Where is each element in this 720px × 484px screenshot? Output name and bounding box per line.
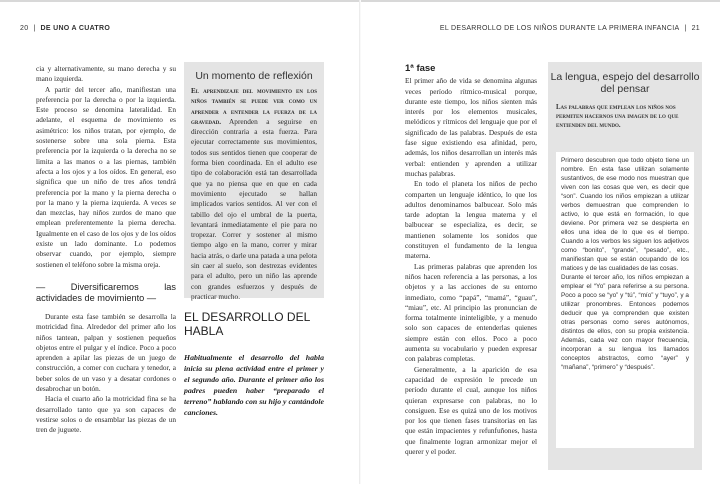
sidebar-body [184, 86, 324, 302]
left-running-title: DE UNO A CUATRO [40, 25, 111, 32]
sidebar-title: Un momento de reflexión [195, 70, 313, 82]
sidebar-text: Aprenden a seguirse en dirección contraria a esta fuerza. Para ejecutar correctamente sus movimientos, todos sus sentidos tienen que cooperar de forma bien coordinada. En el adulto ese tipo de colaboración está tan desarrollada que ya no piensa que en que en cada movimiento ejecutado se hallan implicados varios sentidos. Al ver con el tabillo del ojo el umbral de la puerta, levantará inmediatamente el pie para no tropezar. Correr y sostener al mismo tiempo algo en la mano, correr y mirar hacia atrás, o darle una patada a una pelota sin caer al suelo, son destrezas evidentes para el adulto, pero un niño las aprende con grandes esfuerzos y después de practicar mucho. [191, 116, 318, 301]
left-page-number: 20 [20, 25, 29, 32]
sidebar-lead: Las palabras que emplean los niños nos permiten hacernos una imagen de lo que entienden del mundo. [556, 104, 679, 129]
right-running-title: EL DESARROLLO DE LOS NIÑOS DURANTE LA PRIMERA INFANCIA [439, 25, 680, 32]
paragraph: Generalmente, a la aparición de esa capacidad de expresión le precede un período durante el cual, aunque los niños quieran expresarse con palabras, no lo consiguen. Ese es quizá uno de los motivos por los que tienen fases transitorias en las que están impacientes y refunfuñones, hasta que finalmente logran armonizar mejor el querer y el poder. [405, 364, 537, 456]
left-running-header [20, 25, 110, 32]
paragraph: A partir del tercer año, manifiestan una preferencia por la derecha o por la izquierda. Este proceso se denomina lateralidad. En adelante, el esquema de movimiento es asimétrico: los niños tratan, por ejemplo, de sostenerse sobre una sola pierna. Esta preferencia por la izquierda o la derecha no se limita a las manos o a las piernas, también afecta a los ojos y a los oídos. En general, eso significa que un niño de tres años tendrá preferencia por la mano y la pierna derecha o por la mano y la pierna izquierda. A veces se dan mezclas, hay niños zurdos de mano que emplean preferentemente la pierna derecha. Igualmente en el caso de los ojos y de los oídos existe un lado dominante. Lo podemos observar cuando, por ejemplo, siempre sostienen el teléfono sobre la misma oreja. [36, 84, 176, 269]
left-page-column-1 [36, 64, 176, 436]
book-gutter [359, 0, 361, 484]
sidebar-lead: El aprendizaje del movimiento en los niños también se puede ver como un aprender a entender la fuerza de la gravedad. [191, 87, 317, 126]
header-separator: | [33, 25, 36, 32]
right-running-header [440, 25, 700, 32]
paragraph: cia y alternativamente, su mano derecha y su mano izquierda. [36, 64, 176, 84]
phase-heading: 1ª fase [405, 63, 436, 74]
speech-section [184, 310, 324, 418]
section-title: EL DESARROLLO DEL HABLA [184, 310, 310, 338]
language-sidebar [548, 62, 702, 470]
right-page-column-1 [405, 64, 537, 457]
paragraph: Primero descubren que todo objeto tiene un nombre. En esta fase utilizan solamente sustantivos, de ese modo nos muestran que viven con las cosas que ven, es decir que “son”. Cuando los niños empiezan a utilizar verbos demuestran que comprenden lo activo, lo que está en formación, lo que deviene. Por primera vez se despierta en ellos una idea de lo que es el tiempo. Cuando a los verbos les siguen los adjetivos como “bonito”, “grande”, “pesado”, etc., manifiestan que se están ocupando de los matices y de las cualidades de las cosas. [561, 157, 689, 272]
paragraph: Durante esta fase también se desarrolla la motricidad fina. Alrededor del primer año los niños tantean, palpan y sostienen pequeños objetos entre el pulgar y el índice. Poco a poco aprenden a apilar las piezas de un juego de construcción, a comer con cuchara y tenedor, a beber solos de un vaso y a desatar cordones o desabrochar un botón. [36, 311, 176, 394]
section-intro: Habitualmente el desarrollo del habla inicia su plena actividad entre el primer y el segundo año. Durante el primer año los padres pueden haber “preparado el terreno” hablando con su hijo y cantándole canciones. [184, 353, 324, 417]
right-page-number: 21 [691, 25, 700, 32]
paragraph: En todo el planeta los niños de pecho comparten un lenguaje idéntico, lo que los adultos denominamos balbucear. Solo más tarde adoptan la lengua materna y el balbucear se especializa, es decir, se mantienen solamente los sonidos que constituyen el fundamento de la lengua materna. [405, 179, 537, 261]
paragraph: El primer año de vida se denomina algunas veces período rítmico-musical porque, durante este tiempo, los niños sienten más interés por los elementos musicales, melódicos y rítmicos del lenguaje que por el significado de las palabras. Después de esta fase sigue existiendo esa afinidad, pero, además, los niños desarrollan un interés más verbal: entienden y aprenden a utilizar muchas palabras. [405, 76, 537, 178]
paragraph: Durante el tercer año, los niños empiezan a emplear el “Yo” para referirse a su persona. Poco a poco se “yo” y “tú”, “mío” y “tuyo”, y a utilizar pronombres. Entonces podemos deducir que ya comprenden que existen otras personas como seres autónomos, distintos de ellos, con su propia existencia. Además, cada vez con mayor frecuencia, incorporan a su lengua los llamados conceptos abstractos, como “ayer” y “mañana”, “primero” y “después”. [561, 274, 689, 371]
paragraph: Hacia el cuarto año la motricidad fina se ha desarrollado tanto que ya son capaces de vestirse solos o de ensamblar las piezas de un tren de juguete. [36, 394, 176, 435]
reflection-sidebar [184, 62, 324, 301]
section-subheading: — Diversificaremos las actividades de movimiento — [36, 281, 176, 303]
sidebar-title: La lengua, espejo del desarrollo del pensar [550, 71, 700, 95]
header-separator: | [684, 25, 687, 32]
sidebar-inner-panel [556, 152, 694, 448]
paragraph: Las primeras palabras que aprenden los niños hacen referencia a las personas, a los objetos y a las acciones de su entorno inmediato, como “papá”, “mamá”, “guau”, “miau”, etc. Al principio las pronuncian de forma totalmente ininteligible, y a menudo solo son capaces de entenderlas quienes siempre están con ellos. Poco a poco aumenta su vocabulario y pueden expresar con palabras completas. [405, 261, 537, 364]
